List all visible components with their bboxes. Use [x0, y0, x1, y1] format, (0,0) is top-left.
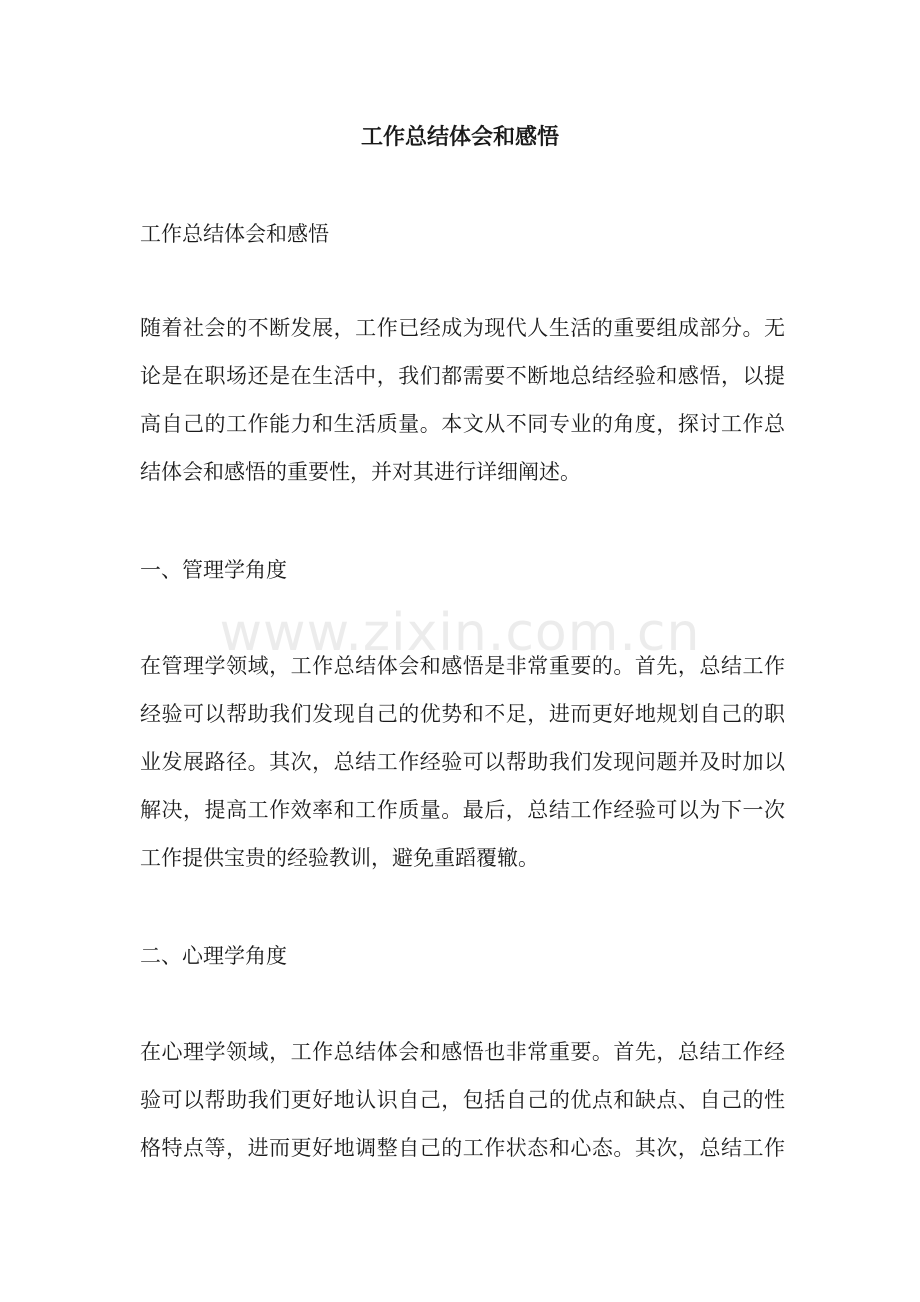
document-title: 工作总结体会和感悟 — [360, 124, 559, 150]
paragraph-line: 论是在职场还是在生活中，我们都需要不断地总结经验和感悟，以提 — [140, 364, 785, 388]
paragraph-line: 格特点等，进而更好地调整自己的工作状态和心态。其次，总结工作 — [140, 1136, 785, 1160]
paragraph-line: 业发展路径。其次，总结工作经验可以帮助我们发现问题并及时加以 — [140, 750, 785, 774]
paragraph-line: 经验可以帮助我们发现自己的优势和不足，进而更好地规划自己的职 — [140, 702, 785, 726]
section-heading-psychology: 二、心理学角度 — [140, 944, 287, 968]
paragraph-line: 在管理学领域，工作总结体会和感悟是非常重要的。首先，总结工作 — [140, 654, 785, 678]
paragraph-line: 解决，提高工作效率和工作质量。最后，总结工作经验可以为下一次 — [140, 798, 785, 822]
paragraph-line: 在心理学领域，工作总结体会和感悟也非常重要。首先，总结工作经 — [140, 1040, 785, 1064]
section-heading-management: 一、管理学角度 — [140, 558, 287, 582]
paragraph-line: 结体会和感悟的重要性，并对其进行详细阐述。 — [140, 460, 581, 484]
watermark: www.zixin.com.cn — [219, 603, 701, 663]
paragraph-line: 随着社会的不断发展，工作已经成为现代人生活的重要组成部分。无 — [140, 316, 785, 340]
paragraph-line: 验可以帮助我们更好地认识自己，包括自己的优点和缺点、自己的性 — [140, 1088, 785, 1112]
document-subtitle: 工作总结体会和感悟 — [140, 222, 329, 246]
paragraph-line: 高自己的工作能力和生活质量。本文从不同专业的角度，探讨工作总 — [140, 412, 785, 436]
paragraph-line: 工作提供宝贵的经验教训，避免重蹈覆辙。 — [140, 846, 539, 870]
